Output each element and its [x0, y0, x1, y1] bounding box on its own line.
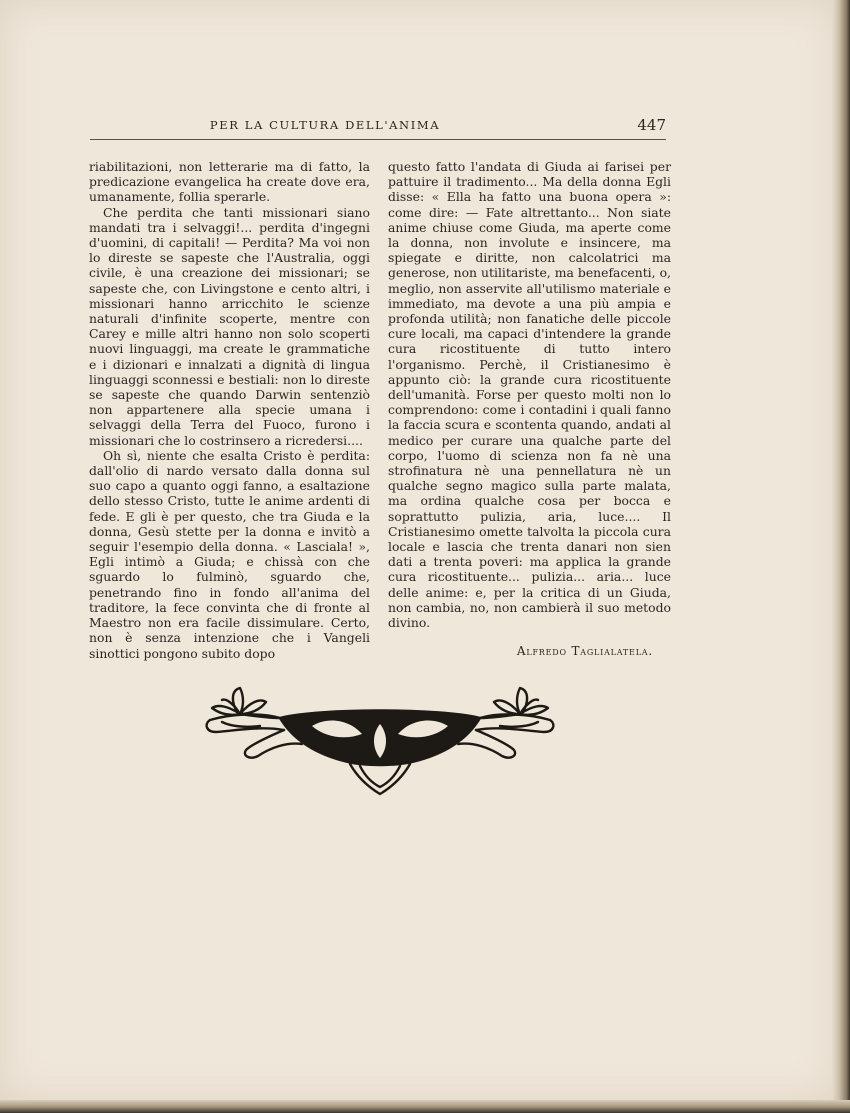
author-signature: Alfredo Taglialatela. — [516, 644, 653, 659]
page-edge-bottom — [0, 1100, 850, 1113]
paragraph: riabilitazioni, non letterarie ma di fatto, la predicazione evangelica ha create dove era, umanamente, follia sperarle. — [89, 159, 370, 205]
page-number: 447 — [637, 116, 666, 134]
floral-vignette-ornament-icon — [200, 686, 560, 798]
header-rule — [90, 139, 666, 140]
paragraph: Che perdita che tanti missionari siano mandati tra i selvaggi!... perdita d'ingegni d'uomini, di capitali! — Perdita? Ma voi non lo direste se sapeste che l'Australia, oggi civile, è una creazione dei missionari; se sapeste che, con Livingstone e cento altri, i missionari hanno arricchito le scienze naturali d'infinite scoperte, mentre con Carey e mille altri hanno non solo scoperti nuovi linguaggi, ma create le grammatiche e i dizionari e innalzati a dignità di lingua linguaggi sconnessi e bestiali: non lo direste se sapeste che quando Darwin sentenziò non appartenere alla specie umana i selvaggi della Terra del Fuoco, furono i missionari che lo costrinsero a ricredersi.... — [89, 204, 370, 448]
paragraph: Oh sì, niente che esalta Cristo è perdita: dall'olio di nardo versato dalla donna sul suo capo a quanto oggi fanno, a esaltazione dello stesso Cristo, tutte le anime ardenti di fede. E gli è per questo, che tra Giuda e la donna, Gesù stette per la donna e invitò a seguir l'esempio della donna. « Lasciala! », Egli intimò a Giuda; e chissà con che sguardo lo fulminò, sguardo che, penetrando fino in fondo all'anima del traditore, la fece convinta che di fronte al Maestro non era facile dissimulare. Certo, non è senza intenzione che i Vangeli sinottici pongono subito dopo — [89, 447, 370, 661]
page-edge-right — [832, 0, 850, 1113]
paragraph: questo fatto l'andata di Giuda ai farisei per pattuire il tradimento... Ma della donna Egli disse: « Ella ha fatto una buona opera »: come dire: — Fate altrettanto... Non siate anime chiuse come Giuda, ma aperte come la donna, non involute e insincere, ma spiegate e diritte, non calcolatrici ma generose, non utilitariste, ma benefacenti, o, meglio, non asservite all'utilismo materiale e immediato, ma devote a una più ampia e profonda utilità; non fanatiche delle piccole cure locali, ma capaci d'intendere la grande cura ricostituente di tutto intero l'organismo. Perchè, il Cristianesimo è appunto ciò: la grande cura ricostituente dell'umanità. Forse per questo molti non lo comprendono: come i contadini i quali fanno la faccia scura e scontenta quando, andati al medico per curare una qualche parte del corpo, l'uomo di scienza non fa nè una strofinatura nè una pennellatura nè un qualche segno magico sulla parte malata, ma ordina qualche cosa per bocca e soprattutto pulizia, aria, luce.... Il Cristianesimo omette talvolta la piccola cura locale e lascia che trenta danari non sien dati a trenta poveri: ma applica la grande cura ricostituente... pulizia... aria... luce delle anime: e, per la critica di un Giuda, non cambia, no, non cambierà il suo metodo divino. — [388, 159, 671, 631]
right-column — [388, 159, 671, 660]
running-header — [90, 116, 666, 140]
running-title: PER LA CULTURA DELL'ANIMA — [209, 118, 441, 132]
left-column — [89, 159, 370, 661]
